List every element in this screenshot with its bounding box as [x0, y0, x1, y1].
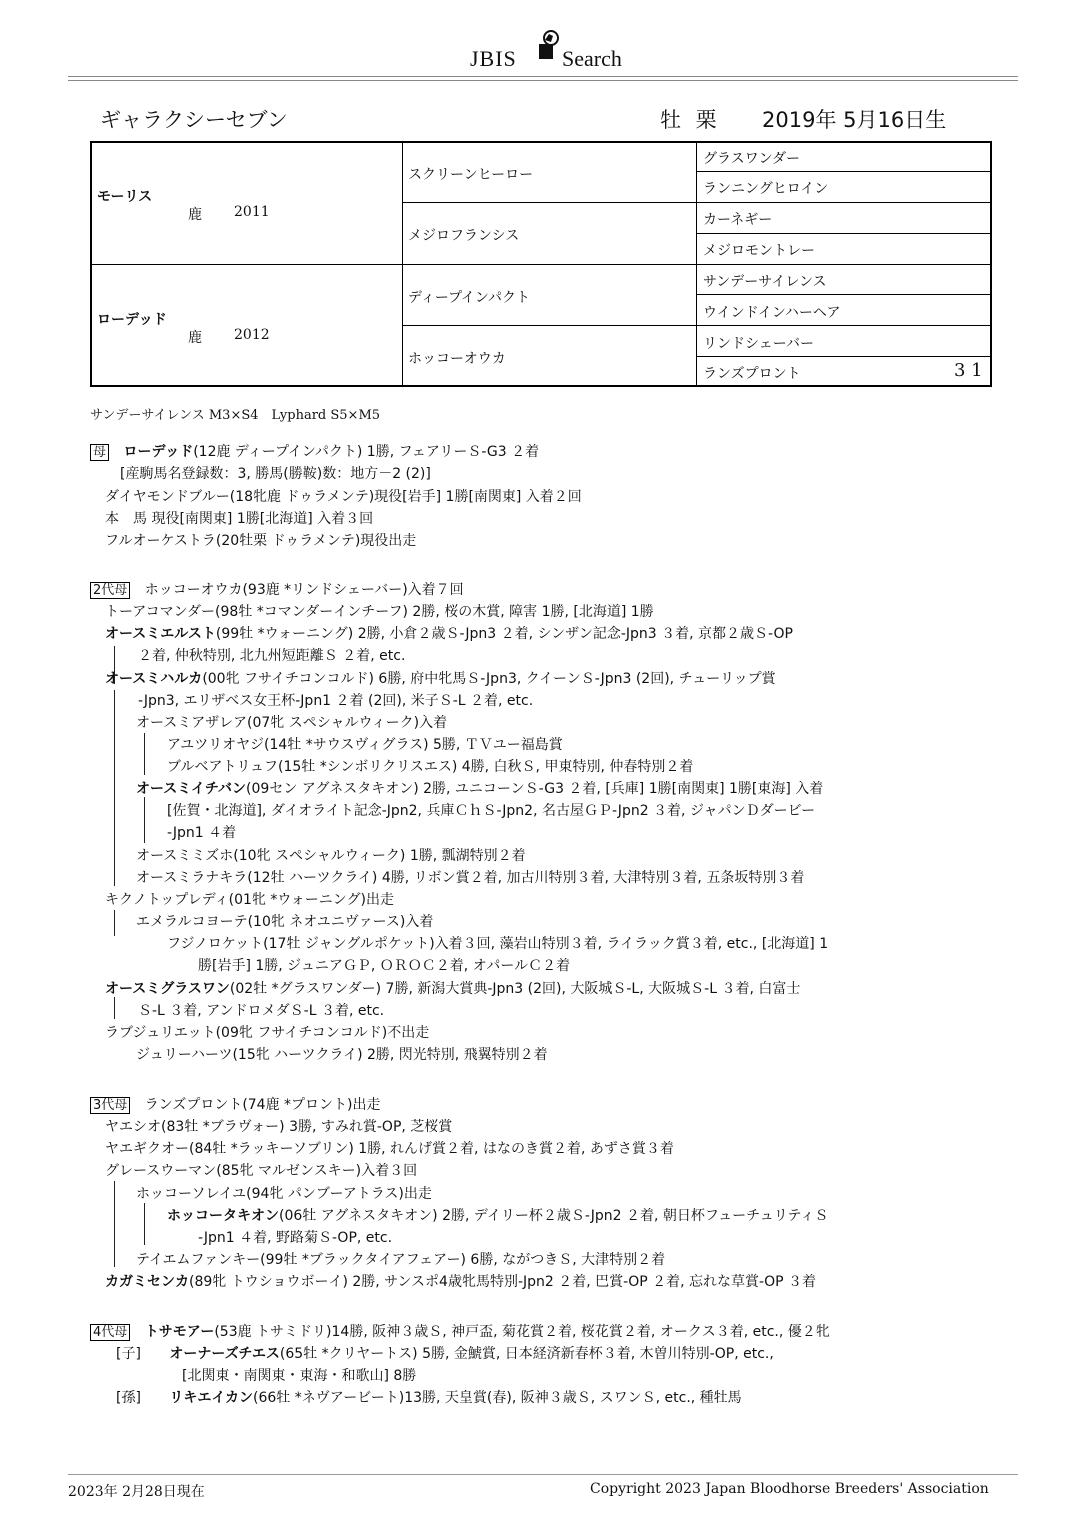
sex-color: 牡 栗	[660, 108, 721, 132]
g3-8: ランズプロント	[703, 366, 801, 382]
2d-entry-3-cont: -Jpn3, エリザベス女王杯-Jpn1 ２着 (2回), 米子Ｓ-L ２着, etc.	[138, 693, 534, 709]
3d-entry-3: グレースウーマン(85牝 マルゼンスキー)入着３回	[105, 1163, 418, 1179]
sire-sire: スクリーンヒーロー	[408, 167, 534, 183]
dam-color: 鹿	[188, 330, 202, 346]
3d-entry-5-cont: -Jpn1 ４着, 野路菊Ｓ-OP, etc.	[198, 1230, 393, 1246]
third-dam-head: 3代母 ランズプロント(74鹿 *プロント)出走	[90, 1094, 381, 1114]
2d-entry-13-cont: Ｓ-L ３着, アンドロメダＳ-L ３着, etc.	[138, 1003, 385, 1019]
sire-color: 鹿	[188, 207, 202, 223]
2d-entry-12-cont: 勝[岩手] 1勝, ジュニアＧＰ, ＯＲＯＣ２着, オパールＣ２着	[198, 958, 571, 974]
2d-entry-8: オースミミズホ(10牝 スペシャルウィーク) 1勝, 瓢湖特別２着	[136, 848, 526, 864]
fourth-dam-head: 4代母 トサモアー(53鹿 トサミドリ)14勝, 阪神３歳Ｓ, 神戸盃, 菊花賞２着, 桜花賞２着, オークス３着, etc., 優２牝	[90, 1321, 830, 1341]
3d-entry-1: ヤエシオ(83牡 *ブラヴォー) 3勝, すみれ賞-OP, 芝桜賞	[105, 1119, 453, 1135]
2d-entry-10: キクノトップレディ(01牝 *ウォーニング)出走	[105, 892, 394, 908]
sire-year: 2011	[234, 204, 270, 220]
sire-name: モーリス	[97, 189, 153, 205]
2d-entry-2-cont: ２着, 仲秋特別, 北九州短距離Ｓ ２着, etc.	[138, 648, 406, 664]
3d-entry-5: ホッコータキオン(06牡 アグネスタキオン) 2勝, デイリー杯２歳Ｓ-Jpn2 ２着, 朝日杯フューチュリティＳ	[167, 1208, 829, 1224]
dam-section-head: 母 ローデッド(12鹿 ディープインパクト) 1勝, フェアリーＳ-G3 ２着	[90, 441, 539, 461]
2d-entry-7-cont: [佐賀・北海道], ダイオライト記念-Jpn2, 兵庫ＣｈＳ-Jpn2, 名古屋ＧＰ-Jpn2 ３着, ジャパンＤダービー	[167, 803, 816, 819]
g3-6: ウインドインハーヘア	[703, 305, 841, 321]
dam-foal-self: 本 馬 現役[南関東] 1勝[北海道] 入着３回	[105, 511, 374, 527]
2d-entry-9: オースミラナキラ(12牡 ハーツクライ) 4勝, リボン賞２着, 加古川特別３着, 大津特別３着, 五条坂特別３着	[136, 870, 805, 886]
horse-name: ギャラクシーセブン	[100, 108, 288, 132]
3d-entry-7: カガミセンカ(89牝 トウショウボーイ) 2勝, サンスポ4歳牝馬特別-Jpn2 ２着, 巴賞-OP ２着, 忘れな草賞-OP ３着	[105, 1274, 816, 1290]
g3-2: ランニングヒロイン	[703, 181, 829, 197]
2d-entry-7: オースミイチバン(09セン アグネスタキオン) 2勝, ユニコーンＳ-G3 ２着, [兵庫] 1勝[南関東] 1勝[東海] 入着	[136, 781, 824, 797]
g3-5: サンデーサイレンス	[703, 274, 827, 290]
3d-entry-6: テイエムファンキー(99牡 *ブラックタイアフェアー) 6勝, ながつきＳ, 大津特別２着	[136, 1252, 666, 1268]
footer-copyright: Copyright 2023 Japan Bloodhorse Breeders' Association	[590, 1481, 989, 1497]
2d-entry-13: オースミグラスワン(02牡 *グラスワンダー) 7勝, 新潟大賞典-Jpn3 (2回), 大阪城Ｓ-L, 大阪城Ｓ-L ３着, 白富士	[105, 981, 801, 997]
2d-entry-7-cont2: -Jpn1 ４着	[167, 825, 237, 841]
footer-date: 2023年 2月28日現在	[68, 1484, 205, 1500]
second-dam-head: 2代母 ホッコーオウカ(93鹿 *リンドシェーバー)入着７回	[90, 579, 464, 599]
section-tag-3rd-dam: 3代母	[90, 1097, 130, 1114]
dam-foal-3: フルオーケストラ(20牡栗 ドゥラメンテ)現役出走	[105, 533, 417, 549]
dam-dam: ホッコーオウカ	[408, 351, 506, 367]
header-rule	[68, 76, 1018, 77]
2d-entry-11: エメラルコヨーテ(10牝 ネオユニヴァース)入着	[136, 914, 434, 930]
horse-magnifier-icon	[536, 30, 560, 60]
3d-entry-4: ホッコーソレイユ(94牝 パンブーアトラス)出走	[136, 1186, 432, 1202]
dam-produce-stats: [産駒馬名登録数：3, 勝馬(勝鞍)数：地方－2 (2)]	[120, 466, 431, 482]
footer-rule	[68, 1474, 1018, 1475]
jbis-search-logo	[470, 22, 640, 78]
section-tag-dam: 母	[90, 444, 109, 461]
family-number: 3 1	[954, 360, 983, 381]
section-tag-2nd-dam: 2代母	[90, 582, 130, 599]
4d-child-cont: [北関東・南関東・東海・和歌山] 8勝	[182, 1368, 417, 1384]
2d-entry-5: アユツリオヤジ(14牡 *サウスヴィグラス) 5勝, ＴＶユー福島賞	[167, 737, 563, 753]
2d-entry-3: オースミハルカ(00牝 フサイチコンコルド) 6勝, 府中牝馬Ｓ-Jpn3, クイーンＳ-Jpn3 (2回), チューリップ賞	[105, 671, 776, 687]
logo-text-search: Search	[562, 46, 622, 71]
dam-sire: ディープインパクト	[408, 290, 530, 306]
dam-foal-1: ダイヤモンドブルー(18牝鹿 ドゥラメンテ)現役[岩手] 1勝[南関東] 入着２回	[105, 489, 582, 505]
pedigree-table	[90, 141, 992, 387]
2d-entry-14: ラブジュリエット(09牝 フサイチコンコルド)不出走	[105, 1025, 430, 1041]
g3-7: リンドシェーバー	[703, 336, 815, 352]
section-tag-4th-dam: 4代母	[90, 1324, 130, 1341]
2d-entry-4: オースミアザレア(07牝 スペシャルウィーク)入着	[136, 715, 448, 731]
dam-year: 2012	[234, 327, 270, 343]
3d-entry-2: ヤエギクオー(84牡 *ラッキーソブリン) 1勝, れんげ賞２着, はなのき賞２着, あずさ賞３着	[105, 1141, 674, 1157]
2d-entry-12: フジノロケット(17牡 ジャングルポケット)入着３回, 藻岩山特別３着, ライラック賞３着, etc., [北海道] 1	[167, 936, 829, 952]
logo-text-jbis: JBIS	[470, 46, 517, 71]
2d-entry-1: トーアコマンダー(98牡 *コマンダーインチーフ) 2勝, 桜の木賞, 障害 1勝, [北海道] 1勝	[105, 604, 654, 620]
g3-3: カーネギー	[703, 212, 773, 228]
2d-entry-6: ブルベアトリュフ(15牡 *シンボリクリスエス) 4勝, 白秋Ｓ, 甲東特別, 仲春特別２着	[167, 759, 694, 775]
g3-4: メジロモントレー	[703, 243, 815, 259]
g3-1: グラスワンダー	[703, 151, 801, 167]
dam-name: ローデッド	[97, 312, 167, 328]
inbreeding: サンデーサイレンス M3×S4 Lyphard S5×M5	[90, 408, 381, 423]
birth-date: 2019年 5月16日生	[762, 108, 947, 132]
4d-child: [子] オーナーズチエス(65牡 *クリヤートス) 5勝, 金鯱賞, 日本経済新春杯３着, 木曽川特別-OP, etc.,	[116, 1346, 774, 1362]
sire-dam: メジロフランシス	[408, 228, 520, 244]
2d-entry-2: オースミエルスト(99牡 *ウォーニング) 2勝, 小倉２歳Ｓ-Jpn3 ２着, シンザン記念-Jpn3 ３着, 京都２歳Ｓ-OP	[105, 626, 793, 642]
4d-grandchild: [孫] リキエイカン(66牡 *ネヴアービート)13勝, 天皇賞(春), 阪神３歳Ｓ, スワンＳ, etc., 種牡馬	[116, 1390, 742, 1406]
header-rule-2	[68, 80, 1018, 81]
2d-entry-15: ジュリーハーツ(15牝 ハーツクライ) 2勝, 閃光特別, 飛翼特別２着	[136, 1047, 548, 1063]
